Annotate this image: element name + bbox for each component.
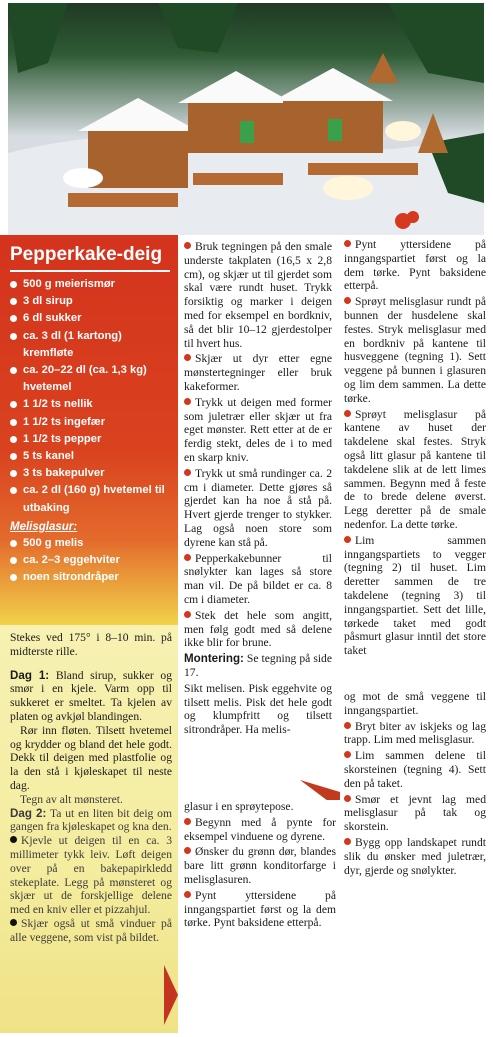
method-column-left — [0, 625, 178, 1033]
step-text: Sprøyt melisglasur rundt på bunnen der husdelene skal festes. Stryk melisglasur med en bordkniv på kantene til husveggene (tegning 1). Sett veggene på bunnen i glasuren og lim dem sammen. La dette tørke. — [344, 295, 486, 405]
bullet-icon — [184, 816, 195, 829]
ingredient-item: ca. 20–22 dl (ca. 1,3 kg) hvetemel — [10, 362, 174, 396]
day2-paragraph — [10, 807, 172, 835]
recipe-title: Pepperkake-deig — [10, 244, 163, 265]
day1b-paragraph: Rør inn fløten. Tilsett hvetemel og krydder og bland det hele godt. Dekk til deigen med plastfolie og la den stå i kjøleskapet til neste dag. — [10, 723, 172, 792]
step-item — [180, 396, 336, 465]
ingredient-item: 6 dl sukker — [10, 310, 174, 327]
glaze-item: ca. 2–3 eggehviter — [10, 552, 174, 569]
ingredient-item: 1 1/2 ts ingefær — [10, 414, 174, 431]
bullet-icon — [184, 467, 195, 480]
step-text: Bryt biter av iskjeks og lag trapp. Lim med melisglasur. — [344, 719, 486, 747]
montering-text: Se tegning på side 17. — [184, 652, 332, 679]
step-text: Skjær ut dyr etter egne mønstertegninger eller bruk kakeformer. — [184, 352, 332, 393]
step-text: Trykk ut små rundinger ca. 2 cm i diameter. Dette gjøres så gjerdet kan ha noe å stå på. Hvert gjerde trenger to stykker. Lag også noen store som dyrene kan stå på. — [184, 466, 332, 549]
montering-paragraph — [180, 652, 336, 680]
step-item — [180, 467, 336, 550]
bake-instruction: Stekes ved 175° i 8–10 min. på midterste rille. — [10, 631, 172, 658]
ingredient-item: 5 ts kanel — [10, 448, 174, 465]
step-item — [340, 534, 490, 658]
bullet-icon — [344, 238, 355, 251]
day1-paragraph — [10, 669, 172, 724]
day2-label: Dag 2: — [10, 806, 47, 820]
ingredient-item: 1 1/2 ts pepper — [10, 431, 174, 448]
step-text: Lim sammen inngangspartiets to vegger (tegning 2) til huset. Lim deretter sammen de tre takdelene (tegning 3) til inngangspartiet. Sett det lille, tørkede taket med godt påsmurt glasur inntil det store taket — [344, 533, 486, 658]
step-text: Trykk ut deigen med former som juletrær eller skjær ut fra eget mønster. Rett etter at de er ferdig stekt, deles de i to med en skarp kniv. — [184, 395, 332, 464]
step-item — [340, 749, 490, 790]
ingredient-panel — [0, 235, 178, 625]
step-text: Smør et jevnt lag med melisglasur på tak og skorstein. — [344, 792, 486, 834]
step-text: Pepperkakebunner til snølykter kan lages så store man vil. De på bildet er ca. 8 cm i diameter. — [184, 551, 332, 606]
bullet-icon — [184, 845, 195, 858]
bullet-icon — [10, 834, 21, 847]
step-text: Lim sammen delene til skorsteinen (tegning 4). Sett den på taket. — [344, 749, 486, 790]
ingredient-item: 1 1/2 ts nellik — [10, 396, 174, 413]
step-text: Kjevle ut deigen til en ca. 3 millimeter tykk leiv. Løft deigen over på en bakepapirkledd stekeplate. Legg på mønsteret og skjær ut de forskjellige delene med en kniv eller et pizzahjul. — [10, 834, 172, 917]
assembly-continuation: og mot de små veggene til inngangspartiet. — [344, 690, 486, 717]
glaze-continuation: glasur i en sprøytepose. — [184, 800, 294, 813]
glaze-item: noen sitrondråper — [10, 569, 174, 586]
step-text: Stek det hele som angitt, men følg godt med så delene ikke blir for brune. — [184, 608, 332, 650]
method-column-right-lower — [340, 690, 490, 890]
ingredient-item: 500 g meierismør — [10, 276, 174, 293]
bullet-icon — [184, 609, 195, 622]
step-item — [180, 240, 336, 350]
day2-text: Ta ut en liten bit deig om gangen fra kjøleskapet og kna den. — [10, 806, 172, 834]
ingredient-item: 3 dl sirup — [10, 293, 174, 310]
day1c-paragraph: Tegn av alt mønsteret. — [20, 792, 123, 806]
bullet-icon — [184, 352, 195, 365]
bullet-icon — [344, 534, 355, 547]
bullet-icon — [344, 408, 355, 421]
glaze-list — [0, 535, 178, 587]
bullet-icon — [184, 889, 195, 902]
ingredient-item: ca. 3 dl (1 kartong) kremfløte — [10, 328, 174, 362]
ingredient-item: 3 ts bakepulver — [10, 465, 174, 482]
bullet-icon — [10, 917, 21, 930]
step-item — [180, 552, 336, 607]
ingredient-item: ca. 2 dl (160 g) hvetemel til utbaking — [10, 482, 174, 516]
step-text: Pynt yttersidene på inngangspartiet først og la dem tørke. Pynt baksidene etterpå. — [184, 888, 336, 930]
montering-label: Montering: — [184, 652, 244, 666]
step-item — [340, 793, 490, 834]
step-item — [180, 609, 336, 650]
day1-label: Dag 1: — [10, 668, 50, 682]
step-item — [340, 295, 490, 405]
bullet-icon — [184, 552, 195, 565]
step-item — [180, 845, 340, 886]
step-text: Ønsker du grønn dør, blandes bare litt grønn konditorfarge i melisglasuren. — [184, 845, 336, 886]
step-text: Pynt yttersidene på inngangspartiet først og la dem tørke. Pynt baksidene etterpå. — [344, 238, 486, 293]
step-item — [180, 816, 340, 844]
bullet-icon — [184, 240, 195, 253]
bullet-icon — [344, 749, 355, 762]
step-item — [340, 238, 490, 293]
method-column-middle-lower — [180, 800, 340, 970]
step-item — [10, 917, 172, 945]
step-item — [340, 408, 490, 532]
continue-arrow-icon — [164, 965, 178, 1025]
bullet-icon — [344, 295, 355, 308]
step-item — [180, 352, 336, 393]
glaze-item: 500 g melis — [10, 535, 174, 552]
method-column-middle — [180, 240, 336, 770]
ingredient-list — [0, 276, 178, 517]
day1-text: Bland sirup, sukker og smør i en kjele. Varm opp til sukkeret er smeltet. Ta kjelen av platen og avkjøl blandingen. — [10, 668, 172, 723]
step-text: Skjær også ut små vinduer på alle veggene, som vist på bildet. — [10, 916, 172, 944]
step-text: Bygg opp landskapet rundt slik du ønsker med juletrær, dyr, gjerde og snølykter. — [344, 835, 486, 877]
glaze-instruction: Sikt melisen. Pisk eggehvite og tilsett melis. Pisk det hele godt og klumpfritt og tilsett sitrondråper. Ha melis- — [184, 681, 332, 737]
bullet-icon — [184, 396, 195, 409]
step-text: Bruk tegningen på den smale underste takplaten (16,5 x 2,8 cm), og skjær ut til gjerdet som skal være rundt huset. Trykk forsiktig og marker i deigen med for eksempel en bordkniv, så det blir 10–12 gjerdestolper til hvert hus. — [184, 240, 332, 350]
step-text: Sprøyt melisglasur på kantene av huset der takdelene skal festes. Stryk også litt glasur på kantene til takdelene slik at de lett limes sammen. Begynn med å feste de to brede delene øverst. Legg deretter på de smale nedenfor. La dette tørke. — [344, 407, 486, 531]
bullet-icon — [344, 836, 355, 849]
bullet-icon — [344, 720, 355, 733]
bullet-icon — [344, 793, 355, 806]
gingerbread-village-photo — [8, 3, 484, 235]
glaze-heading: Melisglasur: — [10, 520, 78, 533]
step-item — [180, 889, 340, 930]
title-rule — [10, 270, 170, 272]
method-column-right — [340, 238, 490, 688]
step-item — [10, 834, 172, 917]
step-item — [340, 836, 490, 877]
step-item — [340, 720, 490, 748]
step-text: Begynn med å pynte for eksempel vinduene og dyrene. — [184, 815, 336, 843]
